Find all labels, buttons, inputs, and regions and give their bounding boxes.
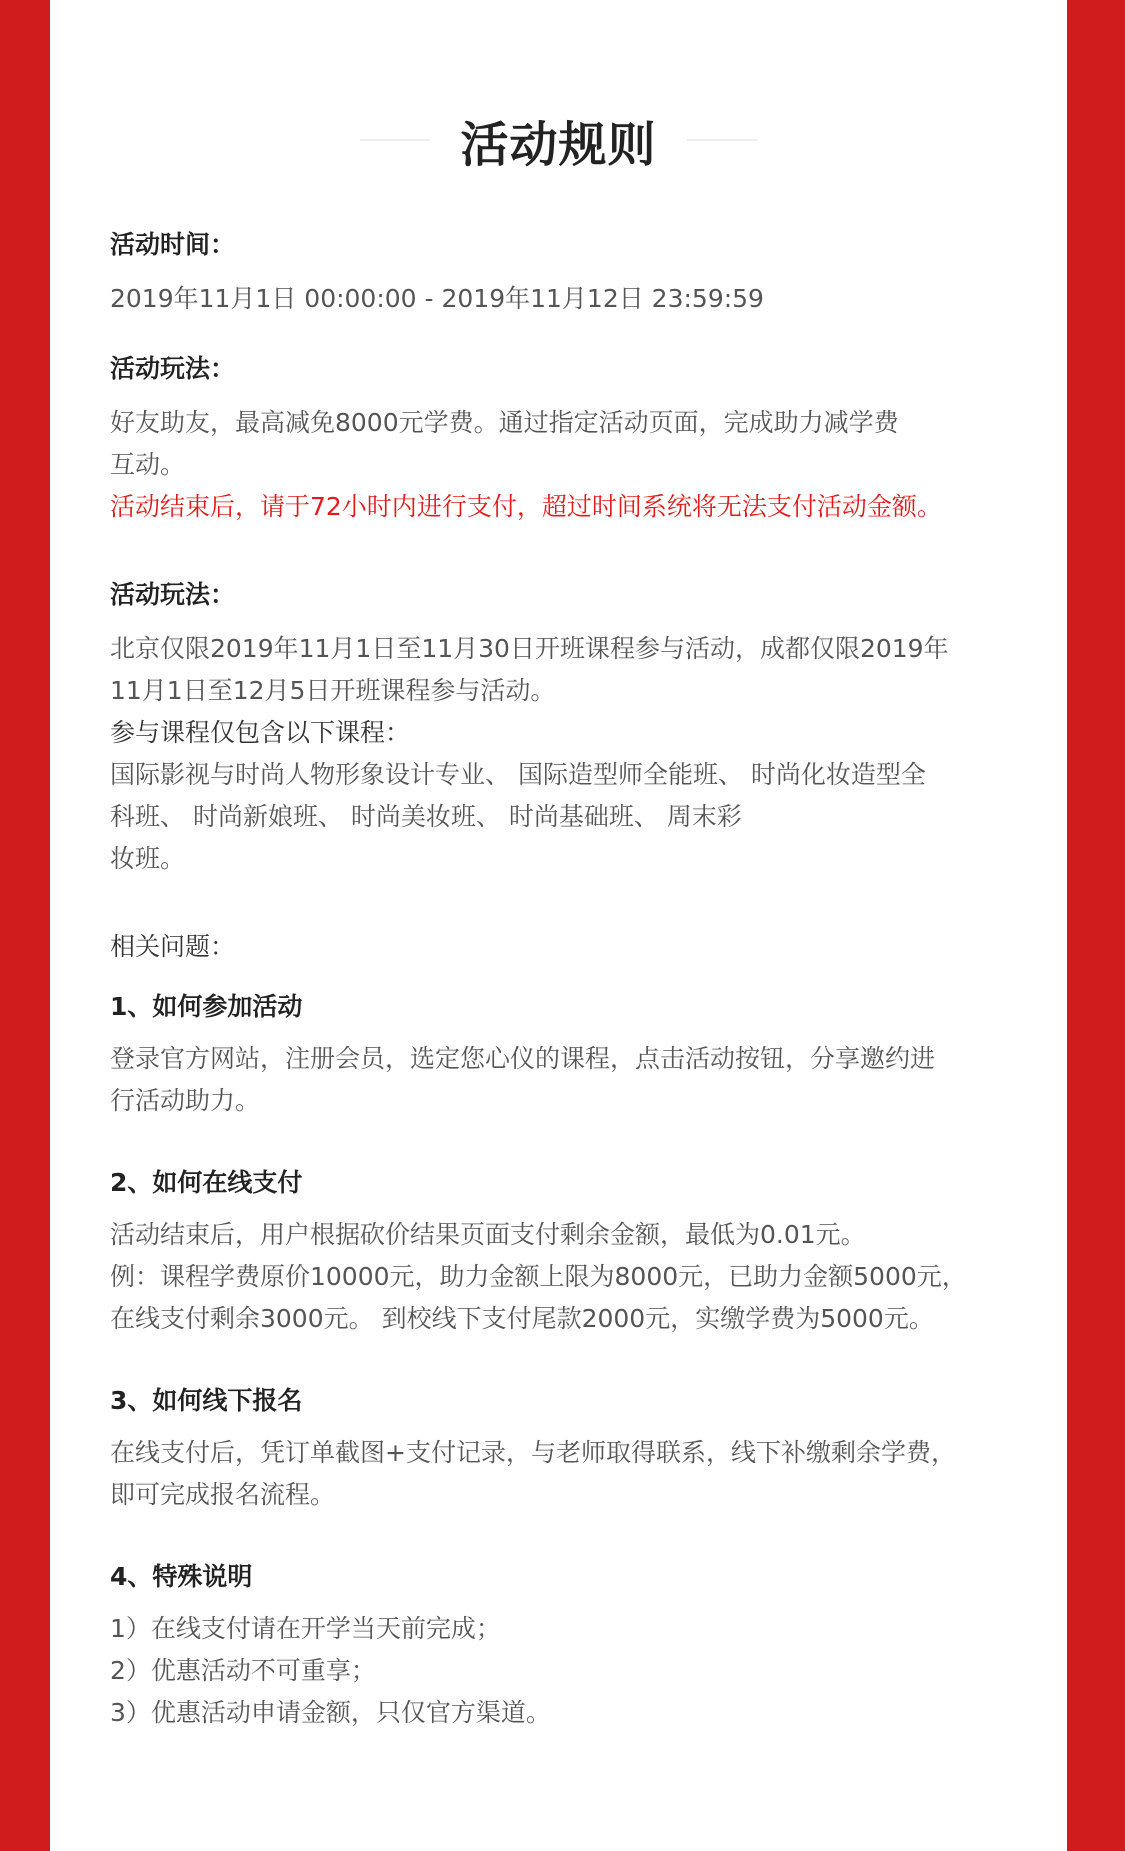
courses-line-2: 科班、 时尚新娘班、 时尚美妆班、 时尚基础班、 周末彩 [110, 802, 742, 831]
faq-q1-line-1: 登录官方网站，注册会员，选定您心仪的课程，点击活动按钮，分享邀约进 [110, 1044, 936, 1073]
faq-q2-line-2: 例：课程学费原价10000元，助力金额上限为8000元，已助力金额5000元， [110, 1262, 967, 1291]
faq-q1-line-2: 行活动助力。 [110, 1086, 261, 1115]
page-title: 活动规则 [460, 116, 657, 173]
faq-q2-title: 2、如何在线支付 [110, 1168, 303, 1197]
faq-q3-line-2: 即可完成报名流程。 [110, 1480, 336, 1509]
activity-play-line-1: 好友助友，最高减免8000元学费。通过指定活动页面，完成助力减学费 [110, 408, 899, 437]
activity-time-value: 2019年11月1日 00:00:00 - 2019年11月12日 23:59:59 [110, 284, 764, 313]
courses-line-1: 国际影视与时尚人物形象设计专业、 国际造型师全能班、 时尚化妆造型全 [110, 760, 926, 789]
faq-q3-line-1: 在线支付后，凭订单截图+支付记录，与老师取得联系，线下补缴剩余学费， [110, 1438, 956, 1467]
activity-time-label: 活动时间： [110, 230, 236, 259]
header-left-divider [360, 139, 430, 141]
faq-label: 相关问题： [110, 932, 236, 961]
faq-q4-item-2: 2）优惠活动不可重享； [110, 1656, 376, 1685]
activity-play-2-line-2: 11月1日至12月5日开班课程参与活动。 [110, 676, 556, 705]
rules-content [110, 224, 1070, 1734]
faq-q3-title: 3、如何线下报名 [110, 1386, 303, 1415]
activity-play-label: 活动玩法： [110, 354, 236, 383]
activity-play-line-2: 互动。 [110, 450, 186, 479]
activity-play-2-line-1: 北京仅限2019年11月1日至11月30日开班课程参与活动，成都仅限2019年 [110, 634, 949, 663]
faq-q2-line-1: 活动结束后，用户根据砍价结果页面支付剩余金额，最低为0.01元。 [110, 1220, 866, 1249]
faq-q1-title: 1、如何参加活动 [110, 992, 303, 1021]
faq-q4-title: 4、特殊说明 [110, 1562, 253, 1591]
activity-play-2-label: 活动玩法： [110, 580, 236, 609]
faq-q4-item-1: 1）在线支付请在开学当天前完成； [110, 1614, 501, 1643]
faq-q2-line-3: 在线支付剩余3000元。 到校线下支付尾款2000元，实缴学费为5000元。 [110, 1304, 934, 1333]
courses-label: 参与课程仅包含以下课程： [110, 718, 411, 747]
header-right-divider [687, 139, 757, 141]
faq-q4-item-3: 3）优惠活动申请金额，只仅官方渠道。 [110, 1698, 551, 1727]
payment-deadline-notice: 活动结束后，请于72小时内进行支付，超过时间系统将无法支付活动金额。 [110, 492, 942, 521]
courses-line-3: 妆班。 [110, 844, 186, 873]
rules-card [50, 0, 1067, 1851]
rules-header [50, 105, 1067, 175]
